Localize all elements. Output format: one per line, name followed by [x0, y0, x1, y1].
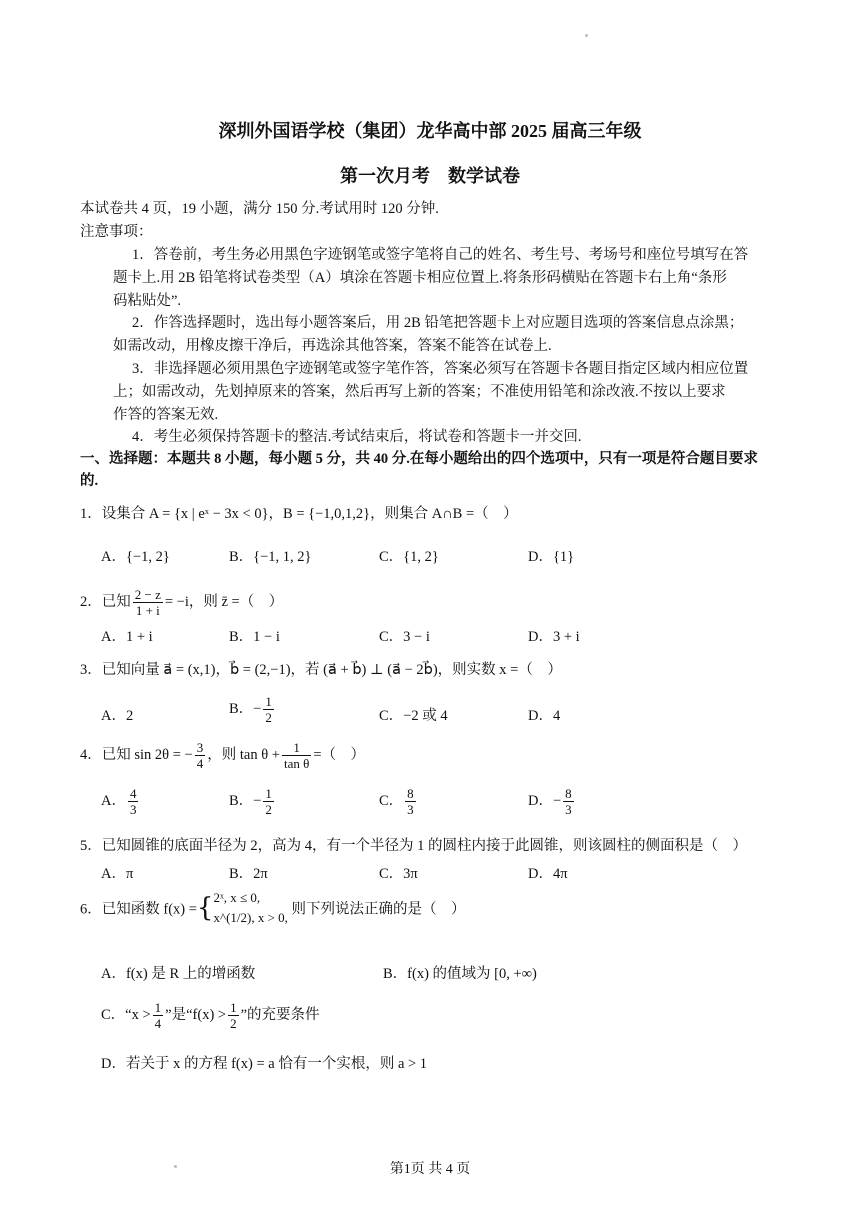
q6-c-mid: ”是“f(x) > — [165, 1006, 227, 1023]
q4-stem-post: =（ ） — [313, 746, 365, 763]
q4-d-num: 8 — [565, 786, 572, 801]
q5-option-c: C．3π — [379, 866, 418, 882]
page-subtitle: 第一次月考 数学试卷 — [340, 166, 520, 186]
section-heading: 一、选择题：本题共 8 小题，每小题 5 分，共 40 分.在每小题给出的四个选项中，只有一项是符合题目要求 — [80, 451, 758, 467]
q4-den-1: 4 — [196, 756, 204, 771]
q4-c-pre: C． — [379, 792, 404, 809]
note-3-line-2: 上；如需改动，先划掉原来的答案，然后再写上新的答案；不准使用铅笔和涂改液.不按以上要求 — [113, 384, 726, 400]
q6-c-pre: C．“x > — [101, 1006, 151, 1023]
q4-option-a — [101, 786, 140, 817]
q4-c-den: 3 — [407, 802, 414, 817]
note-4-line-1: 4．考生必须保持答题卡的整洁.考试结束后，将试卷和答题卡一并交回. — [132, 429, 582, 445]
q4-num-2: 1 — [282, 740, 311, 756]
q6-option-d: D．若关于 x 的方程 f(x) = a 恰有一个实根，则 a > 1 — [101, 1056, 428, 1072]
q4-option-d — [528, 786, 576, 817]
notice-label: 注意事项： — [80, 224, 153, 240]
q5-option-d: D．4π — [528, 866, 568, 882]
q2-option-a: A．1 + i — [101, 629, 153, 645]
q4-stem-mid: ，则 tan θ + — [207, 746, 280, 763]
q6-c-post: ”的充要条件 — [240, 1006, 320, 1023]
q2-option-c: C．3 − i — [379, 629, 430, 645]
q1-option-c: C．{1, 2} — [379, 549, 439, 565]
q1-option-a: A．{−1, 2} — [101, 549, 170, 565]
q2-option-d: D．3 + i — [528, 629, 580, 645]
q6-case-2: x^(1/2), x > 0, — [213, 910, 288, 925]
q6-option-c — [101, 1000, 320, 1031]
q4-stem — [80, 740, 365, 771]
page-title: 深圳外国语学校（集团）龙华高中部 2025 届高三年级 — [218, 121, 642, 141]
q4-b-pre: B．− — [229, 792, 262, 809]
q2-option-b: B．1 − i — [229, 629, 280, 645]
q4-c-num: 8 — [407, 786, 414, 801]
q5-stem: 5．已知圆锥的底面半径为 2，高为 4，有一个半径为 1 的圆柱内接于此圆锥，则该圆柱的侧面积是（ ） — [80, 838, 747, 854]
q4-a-fraction — [128, 786, 139, 817]
q2-denominator: 1 + i — [135, 603, 160, 618]
note-2-line-2: 如需改动，用橡皮擦干净后，再选涂其他答案，答案不能答在试卷上. — [113, 338, 552, 354]
q6-stem-pre: 6．已知函数 f(x) = — [80, 901, 197, 918]
q3-b-num: 1 — [265, 694, 272, 709]
q4-a-den: 3 — [129, 802, 137, 817]
q6-stem — [80, 888, 466, 928]
q4-a-pre: A． — [101, 792, 126, 809]
q6-option-b: B．f(x) 的值域为 [0, +∞) — [383, 966, 537, 982]
q1-stem: 1．设集合 A = {x | eˣ − 3x < 0}，B = {−1,0,1,2}，则集合 A∩B =（ ） — [80, 506, 518, 522]
q6-option-a: A．f(x) 是 R 上的增函数 — [101, 966, 256, 982]
q2-stem-pre: 2．已知 — [80, 593, 131, 610]
q2-stem-post: = −i，则 z̄ =（ ） — [164, 593, 284, 610]
q4-b-den: 2 — [265, 802, 272, 817]
note-3-line-1: 3．非选择题必须用黑色字迹钢笔或签字笔作答，答案必须写在答题卡各题目指定区域内相应位置 — [132, 361, 749, 377]
q4-a-num: 4 — [129, 786, 137, 801]
q4-d-fraction — [563, 786, 574, 817]
note-1-line-2: 题卡上.用 2B 铅笔将试卷类型（A）填涂在答题卡相应位置上.将条形码横贴在答题卡右上角“条形 — [113, 270, 727, 286]
q6-c-den-2: 2 — [230, 1016, 237, 1031]
q4-b-num: 1 — [265, 786, 272, 801]
q4-fraction-2 — [282, 740, 311, 771]
q3-b-den: 2 — [265, 710, 272, 725]
q4-option-c — [379, 786, 418, 817]
q2-numerator: 2 − z — [134, 587, 161, 602]
section-heading-cont: 的. — [80, 473, 99, 489]
q4-stem-pre: 4．已知 sin 2θ = − — [80, 746, 193, 763]
q3-option-d: D．4 — [528, 708, 561, 724]
q5-option-b: B．2π — [229, 866, 268, 882]
q4-option-b — [229, 786, 276, 817]
page-footer: 第1页 共 4 页 — [389, 1162, 471, 1177]
note-1-line-3: 码粘贴处”. — [113, 293, 182, 309]
q6-stem-post: 则下列说法正确的是（ ） — [291, 901, 466, 918]
note-1-line-1: 1．答卷前，考生务必用黑色字迹钢笔或签字笔将自己的姓名、考生号、考场号和座位号填写在答 — [132, 247, 749, 263]
q4-fraction-1 — [195, 740, 206, 771]
q6-c-num-2: 1 — [230, 1000, 237, 1015]
q6-c-fraction-2 — [228, 1000, 239, 1031]
q4-d-den: 3 — [565, 802, 572, 817]
q6-c-den-1: 4 — [154, 1016, 162, 1031]
q2-fraction — [133, 587, 163, 618]
intro-line: 本试卷共 4 页，19 小题，满分 150 分.考试用时 120 分钟. — [80, 201, 439, 217]
note-2-line-1: 2．作答选择题时，选出每小题答案后，用 2B 铅笔把答题卡上对应题目选项的答案信息点涂黑； — [132, 315, 744, 331]
q4-num-1: 3 — [196, 740, 204, 755]
q6-case-1: 2ˣ, x ≤ 0, — [213, 890, 261, 905]
scan-dot — [585, 34, 588, 37]
q3-option-b — [229, 694, 276, 725]
note-3-line-3: 作答的答案无效. — [113, 407, 219, 423]
q1-option-b: B．{−1, 1, 2} — [229, 549, 312, 565]
q2-stem — [80, 587, 283, 618]
q3-option-b-fraction — [263, 694, 274, 725]
q3-stem: 3．已知向量 a⃗ = (x,1)，b⃗ = (2,−1)，若 (a⃗ + b⃗) ⊥ (a⃗ − 2b⃗)，则实数 x =（ ） — [80, 662, 562, 678]
q6-piecewise — [213, 888, 287, 928]
q4-d-pre: D．− — [528, 792, 562, 809]
q4-c-fraction — [405, 786, 416, 817]
q5-option-a: A．π — [101, 866, 134, 882]
q6-c-num-1: 1 — [154, 1000, 162, 1015]
q6-c-fraction-1 — [153, 1000, 164, 1031]
q3-option-c: C．−2 或 4 — [379, 708, 448, 724]
q4-den-2: tan θ — [283, 756, 310, 771]
q3-option-b-pre: B．− — [229, 700, 262, 717]
q4-b-fraction — [263, 786, 274, 817]
piecewise-brace: { — [196, 893, 214, 923]
q1-option-d: D．{1} — [528, 549, 575, 565]
q3-option-a: A．2 — [101, 708, 134, 724]
